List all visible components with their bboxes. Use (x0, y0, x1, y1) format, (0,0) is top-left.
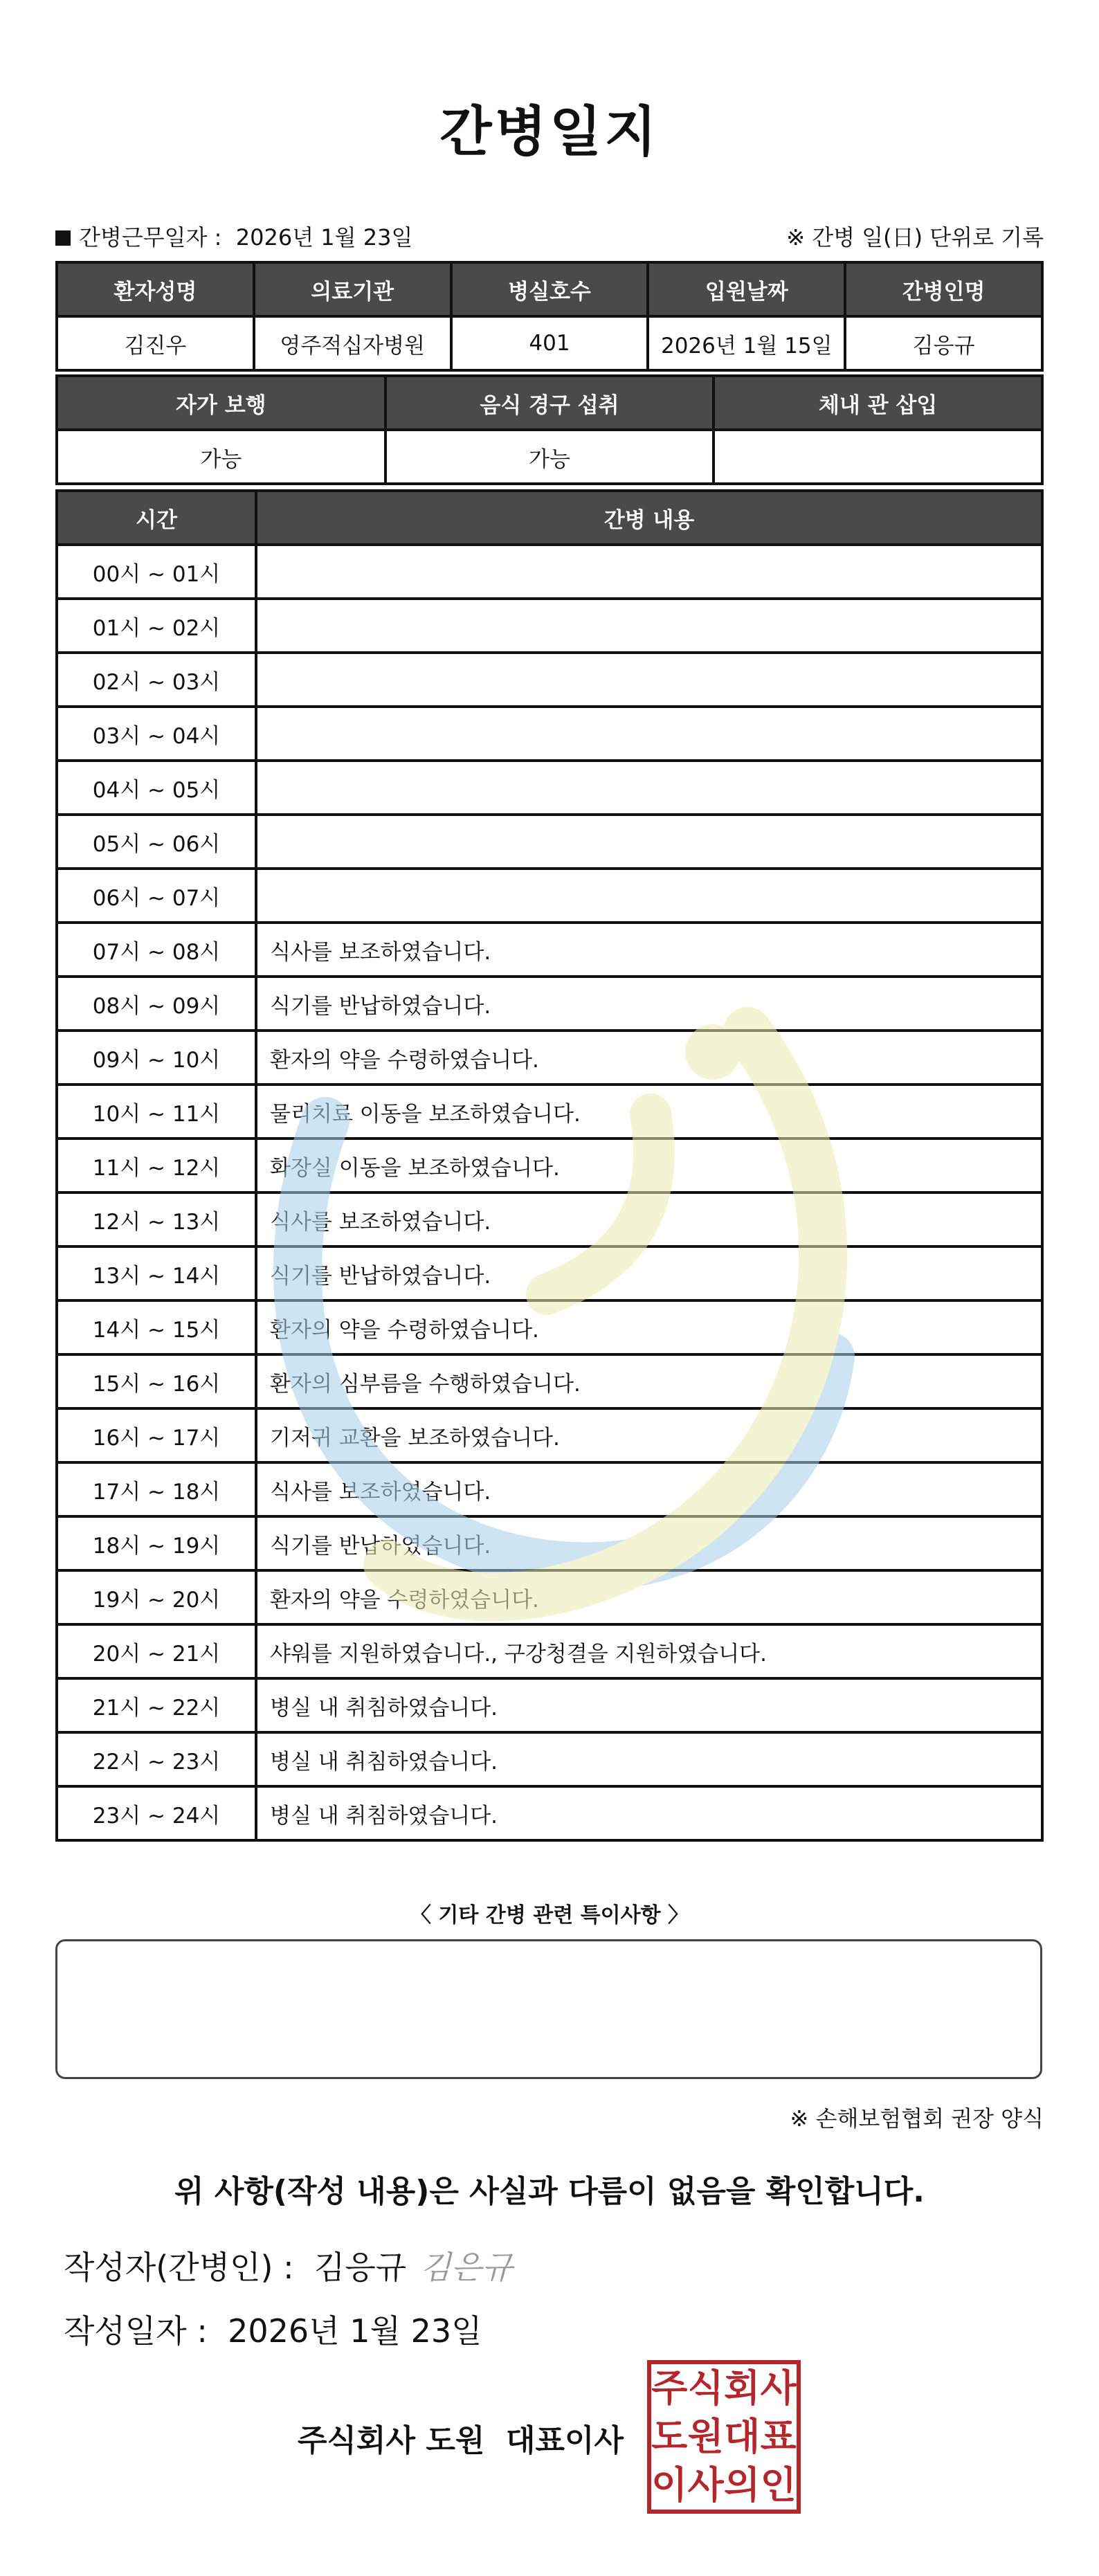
table-row (57, 1678, 1042, 1732)
row-care-content (256, 707, 1042, 761)
row-time: 16시 ~ 17시 (57, 1408, 256, 1462)
seal-char: 회 (724, 2366, 761, 2410)
row-care-content: 병실 내 취침하였습니다. (256, 1786, 1042, 1840)
table-row (57, 545, 1042, 599)
seal-char: 이 (651, 2463, 688, 2507)
table-row (57, 599, 1042, 653)
table-row (57, 1031, 1042, 1085)
header-patient-name: 환자성명 (57, 262, 254, 316)
row-time: 18시 ~ 19시 (57, 1516, 256, 1570)
seal-char: 사 (687, 2463, 724, 2507)
row-care-content: 식기를 반납하였습니다. (256, 1246, 1042, 1300)
row-time: 05시 ~ 06시 (57, 815, 256, 869)
table-row (57, 1462, 1042, 1516)
unit-note: ※ 간병 일(日) 단위로 기록 (786, 224, 1044, 251)
row-care-content: 식기를 반납하였습니다. (256, 1516, 1042, 1570)
row-care-content (256, 815, 1042, 869)
oral-intake-status: 가능 (385, 430, 714, 484)
table-row (57, 977, 1042, 1031)
row-time: 03시 ~ 04시 (57, 707, 256, 761)
row-care-content: 기저귀 교환을 보조하였습니다. (256, 1408, 1042, 1462)
document-title: 간병일지 (439, 101, 660, 163)
patient-status-table (55, 374, 1044, 485)
row-time: 02시 ~ 03시 (57, 653, 256, 707)
confirmation-statement: 위 사항(작성 내용)은 사실과 다름이 없음을 확인합니다. (174, 2174, 925, 2209)
header-time: 시간 (57, 491, 256, 545)
row-care-content (256, 599, 1042, 653)
row-time: 23시 ~ 24시 (57, 1786, 256, 1840)
row-care-content: 환자의 약을 수령하였습니다. (256, 1570, 1042, 1624)
work-date-label: 간병근무일자 : (79, 224, 222, 251)
table-row (57, 1354, 1042, 1408)
header-care-content: 간병 내용 (256, 491, 1042, 545)
row-time: 17시 ~ 18시 (57, 1462, 256, 1516)
work-date-line (55, 220, 412, 252)
row-care-content: 환자의 약을 수령하였습니다. (256, 1031, 1042, 1085)
row-time: 15시 ~ 16시 (57, 1354, 256, 1408)
row-care-content: 식사를 보조하였습니다. (256, 1462, 1042, 1516)
seal-char: 식 (687, 2366, 724, 2410)
table-row (57, 1192, 1042, 1246)
header-room: 병실호수 (451, 262, 648, 316)
seal-char: 인 (760, 2463, 797, 2507)
row-time: 01시 ~ 02시 (57, 599, 256, 653)
walking-status: 가능 (57, 430, 385, 484)
seal-char: 의 (724, 2463, 761, 2507)
table-row (57, 1570, 1042, 1624)
row-care-content (256, 869, 1042, 923)
table-row (57, 1300, 1042, 1354)
row-care-content: 물리치료 이동을 보조하였습니다. (256, 1085, 1042, 1139)
row-time: 20시 ~ 21시 (57, 1624, 256, 1678)
row-care-content: 화장실 이동을 보조하였습니다. (256, 1139, 1042, 1192)
header-hospital: 의료기관 (254, 262, 451, 316)
row-care-content: 식사를 보조하였습니다. (256, 923, 1042, 977)
row-time: 04시 ~ 05시 (57, 761, 256, 815)
seal-char: 도 (651, 2415, 688, 2458)
row-care-content: 식기를 반납하였습니다. (256, 977, 1042, 1031)
row-time: 19시 ~ 20시 (57, 1570, 256, 1624)
company-name: 주식회사 도원 대표이사 (298, 2423, 624, 2458)
header-tube: 체내 관 삽입 (714, 376, 1042, 430)
row-time: 07시 ~ 08시 (57, 923, 256, 977)
table-row (57, 1085, 1042, 1139)
tube-status (714, 430, 1042, 484)
row-time: 12시 ~ 13시 (57, 1192, 256, 1246)
row-time: 00시 ~ 01시 (57, 545, 256, 599)
row-time: 13시 ~ 14시 (57, 1246, 256, 1300)
table-row (57, 1246, 1042, 1300)
row-care-content (256, 545, 1042, 599)
row-care-content: 샤워를 지원하였습니다., 구강청결을 지원하였습니다. (256, 1624, 1042, 1678)
write-date-value: 2026년 1월 23일 (228, 2312, 482, 2350)
table-row (57, 1139, 1042, 1192)
company-seal (647, 2360, 801, 2514)
table-row (57, 869, 1042, 923)
header-walking: 자가 보행 (57, 376, 385, 430)
table-row (57, 1732, 1042, 1786)
admission-date: 2026년 1월 15일 (648, 316, 845, 370)
write-date-line (64, 2306, 482, 2352)
table-row (57, 1516, 1042, 1570)
row-time: 06시 ~ 07시 (57, 869, 256, 923)
work-date-value: 2026년 1월 23일 (235, 224, 413, 251)
caregiver-name: 김응규 (845, 316, 1042, 370)
row-care-content: 병실 내 취침하였습니다. (256, 1678, 1042, 1732)
recommend-note: ※ 손해보험협회 권장 양식 (790, 2105, 1044, 2132)
row-time: 11시 ~ 12시 (57, 1139, 256, 1192)
row-care-content: 병실 내 취침하였습니다. (256, 1732, 1042, 1786)
seal-char: 사 (760, 2366, 797, 2410)
row-time: 10시 ~ 11시 (57, 1085, 256, 1139)
write-date-label: 작성일자 : (64, 2312, 208, 2350)
writer-name: 김응규 (314, 2249, 407, 2286)
row-time: 14시 ~ 15시 (57, 1300, 256, 1354)
row-care-content (256, 761, 1042, 815)
table-row (57, 923, 1042, 977)
row-care-content: 환자의 심부름을 수행하였습니다. (256, 1354, 1042, 1408)
special-notes-title: 〈 기타 간병 관련 특이사항 〉 (410, 1903, 689, 1928)
table-row (57, 1408, 1042, 1462)
table-row (57, 761, 1042, 815)
square-bullet-icon (55, 230, 71, 246)
room-number: 401 (451, 316, 648, 370)
row-care-content: 환자의 약을 수령하였습니다. (256, 1300, 1042, 1354)
seal-char: 원 (687, 2415, 724, 2458)
seal-char: 표 (760, 2415, 797, 2458)
header-caregiver: 간병인명 (845, 262, 1042, 316)
writer-signature: 김은규 (420, 2249, 513, 2286)
writer-line (64, 2242, 513, 2288)
row-time: 09시 ~ 10시 (57, 1031, 256, 1085)
seal-char: 주 (651, 2366, 688, 2410)
care-log-table (55, 489, 1044, 1842)
patient-info-table (55, 261, 1044, 372)
special-notes-box[interactable] (55, 1939, 1042, 2079)
patient-name: 김진우 (57, 316, 254, 370)
row-time: 22시 ~ 23시 (57, 1732, 256, 1786)
header-admission-date: 입원날짜 (648, 262, 845, 316)
writer-label: 작성자(간병인) : (64, 2249, 294, 2286)
table-row (57, 815, 1042, 869)
table-row (57, 1786, 1042, 1840)
row-time: 08시 ~ 09시 (57, 977, 256, 1031)
table-row (57, 1624, 1042, 1678)
row-care-content: 식사를 보조하였습니다. (256, 1192, 1042, 1246)
seal-char: 대 (724, 2415, 761, 2458)
row-care-content (256, 653, 1042, 707)
header-oral-intake: 음식 경구 섭취 (385, 376, 714, 430)
table-row (57, 707, 1042, 761)
table-row (57, 653, 1042, 707)
hospital-name: 영주적십자병원 (254, 316, 451, 370)
row-time: 21시 ~ 22시 (57, 1678, 256, 1732)
